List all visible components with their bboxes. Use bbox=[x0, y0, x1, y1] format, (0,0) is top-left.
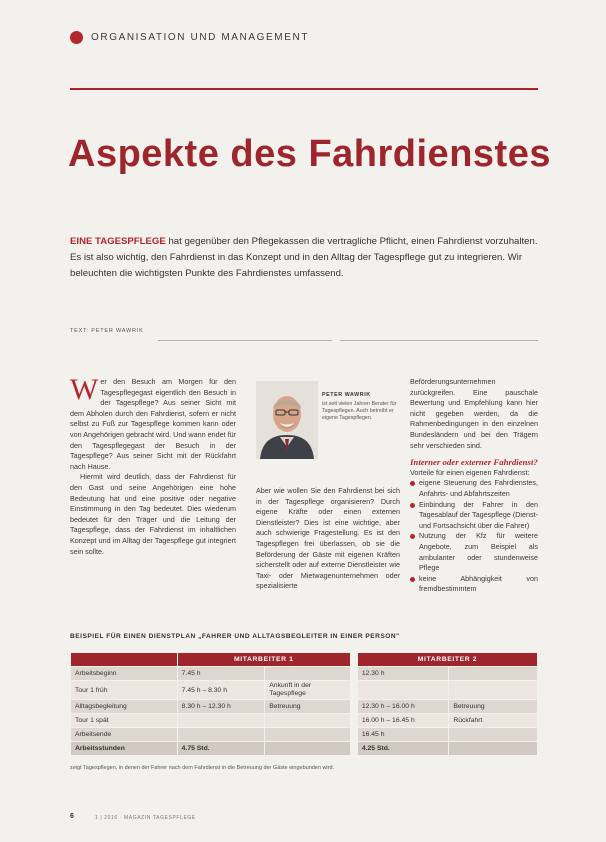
section-label: ORGANISATION UND MANAGEMENT bbox=[91, 32, 310, 43]
section-bullet-icon bbox=[70, 31, 83, 44]
byline-divider bbox=[158, 340, 332, 341]
advantages-list bbox=[410, 478, 538, 595]
table-row: Alltagsbegleitung 8.30 h – 12.30 h Betreuung 12.30 h – 16.00 h Betreuung bbox=[71, 700, 538, 714]
col2-paragraph-1: Aber wie wollen Sie den Fahrdienst bei sich in der Tagespflege organisieren? Durch eigene Kräfte oder einen externen Dienstleister? Dies ist eine wichtige, aber auch schwierige Fragestellung. Es ist den Tagespflegen frei überlassen, ob sie die Beförderung der Gäste mit eigenen Kräften sicherstellt oder auf externe Dienstleister wie Taxi- oder Mietwagenunternehmen oder spezialisierte bbox=[256, 486, 400, 591]
lead-text: hat gegenüber den Pflegekassen die vertragliche Pflicht, einen Fahrdienst vorzuhalten. Es ist also wichtig, den Fahrdienst in das Konzept und in den Alltag der Tagespflege gut zu integrieren. Wir beleuchten die wichtigsten Punkte des Fahrdienstes umfassend. bbox=[70, 236, 538, 279]
list-item: eigene Steuerung des Fahrdienstes, Anfahrts- und Abfahrtszeiten bbox=[410, 478, 538, 499]
byline: TEXT: PETER WAWRIK bbox=[70, 328, 144, 334]
column-2 bbox=[256, 486, 400, 592]
column-1 bbox=[70, 373, 236, 557]
author-name: PETER WAWRIK bbox=[322, 392, 371, 398]
list-item: Einbindung der Fahrer in den Tagesablauf der Tagespflege (Dienst- und Fortsachsicht über die Fahrer) bbox=[410, 500, 538, 532]
col1-paragraph-2: Hiermit wird deutlich, dass der Fahrdienst für den Gast und seine Angehörigen eine hohe Bedeutung hat und eine positive oder negative Einstimmung in den Tag bedeutet. Dies wiederum bedeutet für den Träger und die Leitung der Tagespflege, dass der Fahrdienst im inhaltlichen Konzept und im Alltag der Tagespflege gut integriert sein sollte. bbox=[70, 472, 236, 556]
table-header-employee-2: MITARBEITER 2 bbox=[357, 653, 537, 667]
section-header bbox=[70, 31, 309, 44]
table-header-row bbox=[71, 653, 538, 667]
table-row: Arbeitsbeginn 7.45 h 12.30 h bbox=[71, 667, 538, 681]
list-item: keine Abhängigkeit von fremdbestimmtem bbox=[410, 574, 538, 595]
author-bio: ist seit vielen Jahren Berater für Tagespflegen. Auch betreibt er eigene Tagespflegen. bbox=[322, 401, 397, 421]
byline-divider-right bbox=[340, 340, 538, 341]
column-3 bbox=[410, 377, 538, 595]
page-number: 6 bbox=[70, 813, 74, 820]
table-row: Arbeitsende 16.45 h bbox=[71, 728, 538, 742]
table-row: Tour 1 spät 16.00 h – 16.45 h Rückfahrt bbox=[71, 714, 538, 728]
lead-keyword: EINE TAGESPFLEGE bbox=[70, 236, 166, 247]
table-footnote: zeigt Tagespflegen, in denen der Fahrer nach dem Fahrdienst in die Betreuung der Gäste eingebunden wird. bbox=[70, 765, 335, 771]
lead-paragraph bbox=[70, 234, 550, 282]
author-photo bbox=[256, 381, 318, 459]
article-title: Aspekte des Fahrdienstes bbox=[68, 133, 551, 175]
table-title: BEISPIEL FÜR EINEN DIENSTPLAN „FAHRER UND ALLTAGSBEGLEITER IN EINER PERSON" bbox=[70, 633, 400, 640]
col3-intro: Vorteile für einen eigenen Fahrdienst: bbox=[410, 467, 530, 477]
author-portrait-icon bbox=[256, 381, 318, 459]
list-item: Nutzung der Kfz für weitere Angebote, zum Beispiel als ambulanter oder stundenweise Pflege bbox=[410, 531, 538, 573]
table-header-employee-1: MITARBEITER 1 bbox=[177, 653, 350, 667]
author-box bbox=[322, 392, 402, 422]
table-sum-row: Arbeitsstunden 4.75 Std. 4.25 Std. bbox=[71, 742, 538, 756]
drop-cap: W bbox=[70, 373, 99, 406]
table-row: Tour 1 früh 7.45 h – 8.30 h Ankunft in der Tagespflege bbox=[71, 681, 538, 700]
col3-paragraph-1: Beförderungsunternehmen zurückgreifen. Eine pauschale Bewertung und Empfehlung kann hier nicht gegeben werden, da die Rahmenbedingungen in den einzelnen Bundesländern und bei den Trägern sehr verschieden sind. bbox=[410, 377, 538, 450]
duty-roster-table bbox=[70, 652, 538, 756]
col1-paragraph-1: Wer den Besuch am Morgen für den Tagespflegegast eigentlich den Besuch in der Tagespflege? Aus seiner Sicht mit dem Abholen durch den Fahrdienst, sofern er nicht selbst zu Fuß zur Tagespflege kommen kann oder von Angehörigen gebracht wird. Und wann endet für den Tagespflegegast der Besuch in der Tagespflege? Aus seiner Sicht mit der Rückfahrt nach Hause. bbox=[70, 373, 236, 471]
table-header-blank bbox=[71, 653, 178, 667]
col3-subheading: Interner oder externer Fahrdienst? bbox=[410, 457, 538, 468]
header-divider bbox=[70, 88, 538, 90]
footer-text: 1 | 2016 · MAGAZIN TAGESPFLEGE bbox=[95, 815, 196, 821]
